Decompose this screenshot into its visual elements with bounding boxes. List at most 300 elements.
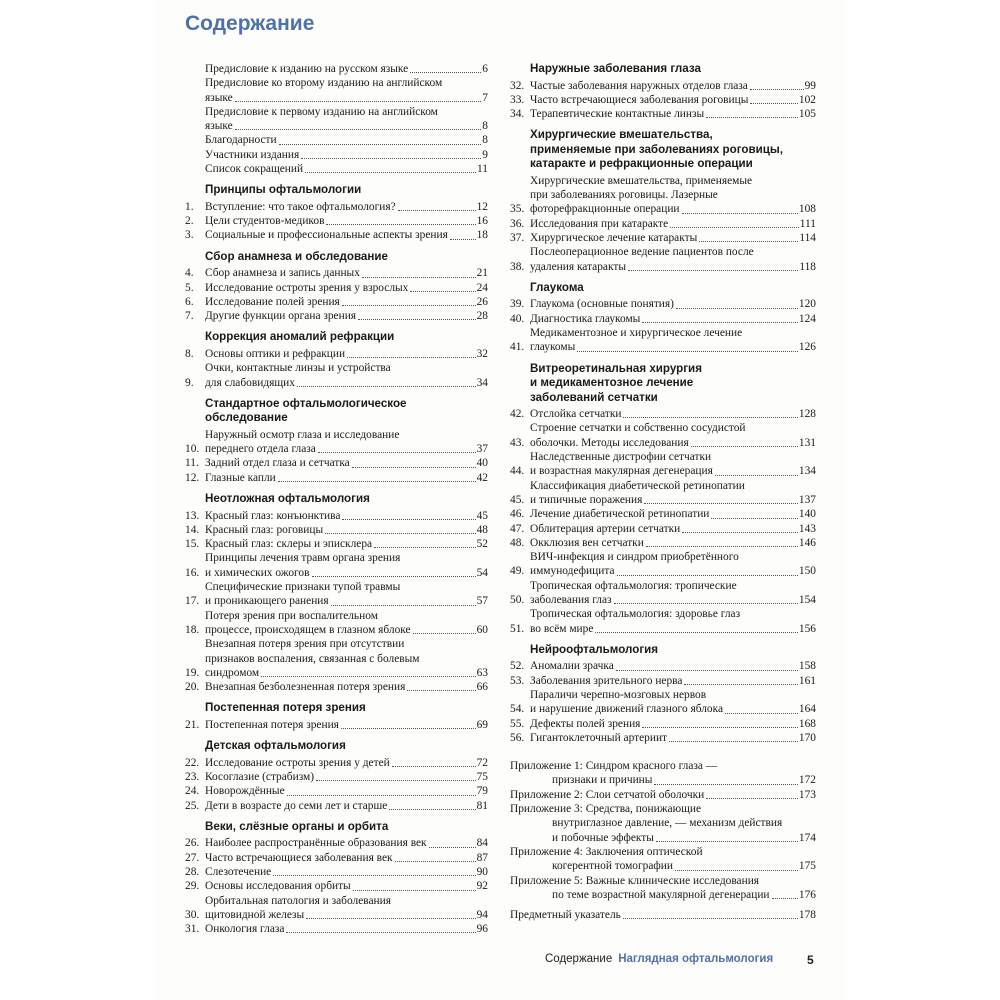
toc-entry[interactable] (185, 609, 488, 638)
toc-page-number: 173 (798, 788, 816, 801)
toc-entry[interactable] (185, 228, 488, 242)
dot-leader (305, 162, 476, 173)
toc-page-number: 164 (798, 703, 816, 716)
toc-entry-text: Часто встречающиеся заболевания роговицы (530, 93, 749, 106)
toc-entry-number: 35. (510, 203, 525, 216)
toc-entry-text: Исследование остроты зрения у детей (205, 756, 390, 769)
toc-entry-number: 36. (510, 217, 525, 230)
toc-page-number: 140 (798, 508, 816, 521)
toc-entry[interactable] (510, 674, 816, 688)
dot-leader (235, 119, 482, 130)
toc-entry[interactable] (510, 326, 816, 355)
toc-entry-number: 45. (510, 493, 525, 506)
toc-entry[interactable] (185, 580, 488, 609)
dot-leader (278, 471, 476, 482)
running-footer (545, 953, 773, 965)
section-heading (185, 820, 488, 835)
toc-entry-number: 4. (185, 267, 194, 280)
toc-entry-text: во всём мире (530, 622, 594, 635)
toc-entry[interactable] (510, 874, 816, 903)
toc-entry[interactable] (510, 759, 816, 788)
dot-leader (410, 62, 481, 73)
toc-entry-text: оболочки. Методы исследования (530, 436, 689, 449)
section-heading (185, 701, 488, 716)
toc-entry-number: 3. (185, 229, 194, 242)
toc-entry[interactable] (185, 756, 488, 770)
toc-entry-number: 49. (510, 565, 525, 578)
toc-entry-number: 56. (510, 731, 525, 744)
toc-entry-number: 25. (185, 799, 200, 812)
toc-page-number: 72 (476, 756, 488, 769)
dot-leader (616, 659, 798, 670)
dot-leader (287, 784, 476, 795)
dot-leader (715, 464, 798, 475)
toc-entry[interactable] (510, 421, 816, 450)
toc-entry-text: по теме возрастной макулярной дегенерации (552, 888, 770, 901)
toc-entry-text: Наследственные дистрофии сетчатки (530, 451, 712, 464)
section-heading (510, 128, 816, 172)
toc-entry[interactable] (185, 105, 488, 134)
toc-entry[interactable] (185, 680, 488, 694)
toc-entry[interactable] (185, 922, 488, 936)
toc-page-number: 120 (798, 298, 816, 311)
toc-entry-number: 9. (185, 376, 194, 389)
toc-page-number: 57 (476, 595, 488, 608)
toc-page-number: 105 (798, 108, 816, 121)
dot-leader (623, 908, 798, 919)
toc-page-number: 134 (798, 465, 816, 478)
toc-page-number: 108 (798, 203, 816, 216)
toc-entry-text: Внезапная безболезненная потеря зрения (205, 681, 406, 694)
toc-entry[interactable] (185, 428, 488, 457)
toc-entry-text: Глазные капли (205, 471, 276, 484)
dot-leader (410, 281, 475, 292)
toc-page-number: 96 (476, 923, 488, 936)
toc-entry-text: Очки, контактные линзы и устройства (205, 362, 391, 375)
toc-entry-number: 28. (185, 865, 200, 878)
toc-entry-text: Исследования при катаракте (530, 217, 669, 230)
toc-entry-text: Красный глаз: склеры и эписклера (205, 538, 373, 551)
toc-entry[interactable] (185, 214, 488, 228)
dot-leader (342, 295, 476, 306)
toc-entry[interactable] (510, 407, 816, 421)
toc-entry-number: 30. (185, 908, 200, 921)
toc-entry-number: 7. (185, 310, 194, 323)
toc-page-number: 175 (798, 860, 816, 873)
dot-leader (342, 509, 475, 520)
toc-entry-number: 54. (510, 703, 525, 716)
toc-page-number: 146 (798, 536, 816, 549)
toc-entry[interactable] (510, 245, 816, 274)
toc-entry-text: заболевания глаз (530, 594, 612, 607)
section-heading-line: Постепенная потеря зрения (205, 701, 366, 715)
toc-entry-text: и типичные поражения (530, 493, 643, 506)
toc-entry-text: Наиболее распространённые образования век (205, 837, 427, 850)
toc-entry[interactable] (510, 174, 816, 217)
toc-page-number: 137 (798, 493, 816, 506)
toc-entry-text: Хирургические вмешательства, применяемые (530, 174, 753, 187)
toc-page-number: 94 (476, 908, 488, 921)
toc-entry[interactable] (185, 266, 488, 280)
toc-entry-number: 55. (510, 717, 525, 730)
toc-entry[interactable] (185, 456, 488, 470)
toc-entry-number: 1. (185, 200, 194, 213)
dot-leader (347, 347, 476, 358)
dot-leader (682, 202, 798, 213)
toc-entry[interactable] (510, 79, 816, 93)
toc-entry-number: 26. (185, 837, 200, 850)
section-heading-line: Наружные заболевания глаза (530, 62, 701, 75)
toc-entry-text: Участники издания (205, 148, 300, 161)
toc-page-number: 178 (798, 909, 816, 922)
dot-leader (353, 879, 476, 890)
toc-entry-text: Новорождённые (205, 785, 285, 798)
toc-entry[interactable] (185, 133, 488, 147)
toc-entry[interactable] (185, 200, 488, 214)
toc-entry-text: Медикаментозное и хирургическое лечение (530, 327, 743, 340)
section-heading (510, 281, 816, 296)
toc-entry[interactable] (510, 908, 816, 922)
toc-entry[interactable] (185, 76, 488, 105)
dot-leader (646, 536, 798, 547)
toc-entry-text: и химических ожогов (205, 566, 310, 579)
toc-entry[interactable] (185, 281, 488, 295)
toc-entry-number: 27. (185, 851, 200, 864)
section-heading-line: Детская офтальмология (205, 739, 346, 753)
toc-page-number: 84 (476, 837, 488, 850)
toc-entry-text: Лечение диабетической ретинопатии (530, 508, 710, 521)
toc-entry[interactable] (185, 784, 488, 798)
section-heading-line: Принципы офтальмологии (205, 183, 362, 197)
toc-entry[interactable] (185, 551, 488, 580)
toc-entry-text: Предисловие к первому изданию на английском (205, 105, 438, 118)
toc-entry[interactable] (185, 471, 488, 485)
toc-page-number: 11 (477, 163, 488, 176)
toc-entry-text: для слабовидящих (205, 376, 295, 389)
toc-entry[interactable] (185, 523, 488, 537)
toc-entry[interactable] (510, 688, 816, 717)
toc-entry[interactable] (185, 851, 488, 865)
toc-entry-text: Строение сетчатки и собственно сосудистой (530, 422, 746, 435)
toc-entry-text: Вступление: что такое офтальмология? (205, 200, 396, 213)
dot-leader (297, 376, 476, 387)
toc-page-number: 40 (476, 457, 488, 470)
dot-leader (374, 537, 476, 548)
section-heading (185, 330, 488, 345)
toc-entry-number: 37. (510, 232, 525, 245)
section-heading-line: Стандартное офтальмологическое (205, 396, 407, 410)
dot-leader (235, 91, 482, 102)
dot-leader (279, 133, 482, 144)
dot-leader (326, 214, 475, 225)
toc-entry[interactable] (510, 231, 816, 245)
toc-page-number: 79 (476, 785, 488, 798)
toc-entry[interactable] (510, 217, 816, 231)
toc-entry-text: признаков воспаления, связанная с болевым (205, 652, 420, 665)
toc-entry-text: Цели студентов-медиков (205, 215, 325, 228)
toc-page-number: 158 (798, 660, 816, 673)
toc-entry-number: 31. (185, 923, 200, 936)
dot-leader (750, 93, 798, 104)
toc-entry[interactable] (185, 162, 488, 176)
toc-entry-number: 44. (510, 465, 525, 478)
dot-leader (750, 79, 804, 90)
toc-entry-text: Наружный осмотр глаза и исследование (205, 428, 400, 441)
dot-leader (670, 217, 799, 228)
toc-entry[interactable] (510, 450, 816, 479)
dot-leader (395, 851, 476, 862)
toc-entry-text: Послеоперационное ведение пациентов после (530, 246, 754, 259)
toc-entry-text: когерентной томографии (552, 860, 673, 873)
toc-entry[interactable] (510, 550, 816, 579)
toc-entry-text: Заболевания зрительного нерва (530, 674, 683, 687)
toc-entry-text: признаки и причины (552, 774, 653, 787)
dot-leader (595, 622, 798, 633)
toc-entry[interactable] (510, 93, 816, 107)
toc-entry[interactable] (185, 62, 488, 76)
toc-page-number: 161 (798, 674, 816, 687)
toc-entry[interactable] (510, 479, 816, 508)
toc-entry-text: щитовидной железы (205, 908, 305, 921)
toc-entry[interactable] (510, 312, 816, 326)
toc-entry-number: 47. (510, 522, 525, 535)
toc-entry[interactable] (510, 717, 816, 731)
section-heading-line: Сбор анамнеза и обследование (205, 249, 388, 263)
toc-page-number: 174 (798, 831, 816, 844)
toc-entry-text: Исследование полей зрения (205, 295, 340, 308)
toc-entry-text: Красный глаз: роговицы (205, 523, 324, 536)
toc-page-number: 69 (476, 718, 488, 731)
toc-entry-number: 22. (185, 756, 200, 769)
toc-entry-text: Орбитальная патология и заболевания (205, 894, 391, 907)
dot-leader (699, 231, 798, 242)
dot-leader (623, 407, 797, 418)
section-heading-line: Хирургические вмешательства, (530, 128, 713, 142)
toc-entry-number: 17. (185, 595, 200, 608)
section-heading (185, 397, 488, 426)
section-heading (185, 739, 488, 754)
toc-entry-number: 51. (510, 622, 525, 635)
toc-page-number: 131 (798, 436, 816, 449)
toc-page-number: 45 (476, 509, 488, 522)
toc-entry-text: Глаукома (основные понятия) (530, 298, 674, 311)
toc-entry-number: 42. (510, 408, 525, 421)
toc-entry-number: 39. (510, 298, 525, 311)
toc-entry[interactable] (185, 770, 488, 784)
toc-page-number: 99 (804, 79, 816, 92)
dot-leader (358, 309, 476, 320)
dot-leader (711, 507, 798, 518)
toc-page-number: 118 (799, 260, 816, 273)
dot-leader (352, 456, 476, 467)
toc-entry-text: Приложение 2: Слои сетчатой оболочки (510, 788, 705, 801)
toc-entry-text: глаукомы (530, 341, 576, 354)
toc-entry[interactable] (185, 836, 488, 850)
toc-entry-text: Предисловие ко второму изданию на английском (205, 77, 443, 90)
toc-entry-text: Потеря зрения при воспалительном (205, 609, 378, 622)
toc-entry-text: Хирургическое лечение катаракты (530, 232, 698, 245)
toc-left-column (185, 62, 488, 936)
toc-entry-number: 6. (185, 295, 194, 308)
toc-entry-text: Красный глаз: конъюнктива (205, 509, 341, 522)
section-heading-line: Веки, слёзные органы и орбита (205, 819, 389, 833)
toc-page-number: 81 (476, 799, 488, 812)
toc-entry-text: Косоглазие (страбизм) (205, 770, 315, 783)
toc-entry[interactable] (510, 731, 816, 745)
toc-entry-text: Слезотечение (205, 865, 272, 878)
dot-leader (286, 922, 475, 933)
toc-page-number: 126 (798, 341, 816, 354)
toc-entry-text: Список сокращений (205, 163, 304, 176)
toc-entry-number: 8. (185, 347, 194, 360)
dot-leader (341, 718, 476, 729)
dot-leader (656, 831, 798, 842)
toc-entry[interactable] (185, 879, 488, 893)
toc-page-number: 63 (476, 666, 488, 679)
section-heading-line: обследование (205, 411, 288, 425)
toc-entry-text: Тропическая офтальмология: тропические (530, 579, 737, 592)
toc-entry-number: 38. (510, 260, 525, 273)
toc-entry-number: 16. (185, 566, 200, 579)
toc-entry-text: и побочные эффекты (552, 831, 654, 844)
toc-page-number: 176 (798, 888, 816, 901)
toc-entry-number: 14. (185, 523, 200, 536)
toc-entry[interactable] (185, 361, 488, 390)
toc-entry-text: Терапевтические контактные линзы (530, 108, 705, 121)
toc-entry-number: 46. (510, 508, 525, 521)
toc-page-number: 37 (476, 443, 488, 456)
dot-leader (676, 297, 798, 308)
toc-entry[interactable] (185, 537, 488, 551)
footer-section: Содержание (545, 953, 613, 965)
dot-leader (261, 666, 475, 677)
toc-entry[interactable] (510, 607, 816, 636)
toc-entry[interactable] (185, 718, 488, 732)
dot-leader (614, 593, 798, 604)
toc-entry[interactable] (185, 347, 488, 361)
dot-leader (312, 566, 476, 577)
toc-page-number: 9 (482, 148, 488, 161)
dot-leader (318, 442, 476, 453)
dot-leader (316, 770, 476, 781)
dot-leader (325, 523, 475, 534)
toc-page-number: 156 (798, 622, 816, 635)
dot-leader (389, 799, 475, 810)
toc-entry-text: Приложение 4: Заключения оптической (510, 845, 703, 858)
dot-leader (398, 200, 476, 211)
toc-entry[interactable] (510, 845, 816, 874)
toc-entry-text: Основы оптики и рефракции (205, 347, 346, 360)
section-heading-line: катаракте и рефракционные операции (530, 157, 753, 171)
toc-entry[interactable] (185, 295, 488, 309)
toc-entry-text: Социальные и профессиональные аспекты зрения (205, 229, 448, 242)
dot-leader (617, 564, 798, 575)
toc-entry[interactable] (510, 522, 816, 536)
toc-page-number: 102 (798, 93, 816, 106)
toc-page-number: 90 (476, 865, 488, 878)
toc-entry-text: при заболеваниях роговицы. Лазерные (530, 189, 718, 202)
toc-page-number: 60 (476, 623, 488, 636)
toc-entry[interactable] (185, 637, 488, 680)
section-heading-line: и медикаментозное лечение (530, 376, 694, 390)
dot-leader (392, 756, 476, 767)
toc-entry-text: Постепенная потеря зрения (205, 718, 339, 731)
toc-entry-number: 32. (510, 79, 525, 92)
toc-entry[interactable] (510, 579, 816, 608)
toc-page-number: 52 (476, 538, 488, 551)
toc-entry-text: и нарушение движений глазного яблока (530, 703, 724, 716)
toc-entry-number: 34. (510, 108, 525, 121)
toc-entry-number: 10. (185, 443, 200, 456)
toc-entry[interactable] (510, 659, 816, 673)
toc-entry[interactable] (510, 802, 816, 845)
toc-entry[interactable] (185, 894, 488, 923)
toc-entry-number: 20. (185, 681, 200, 694)
dot-leader (407, 680, 475, 691)
toc-entry-number: 33. (510, 93, 525, 106)
toc-entry-text: Облитерация артерии сетчатки (530, 522, 681, 535)
toc-page-number: 42 (476, 471, 488, 484)
dot-leader (772, 888, 798, 899)
section-heading (510, 62, 816, 77)
toc-entry-text: Приложение 3: Средства, понижающие (510, 803, 702, 816)
toc-entry-text: Другие функции органа зрения (205, 310, 357, 323)
dot-leader (644, 493, 798, 504)
dot-leader (669, 731, 798, 742)
toc-entry-text: Благодарности (205, 134, 277, 147)
toc-page-number: 54 (476, 566, 488, 579)
toc-entry[interactable] (510, 107, 816, 121)
toc-entry[interactable] (510, 536, 816, 550)
toc-page-number: 87 (476, 851, 488, 864)
toc-page-number: 143 (798, 522, 816, 535)
dot-leader (450, 228, 476, 239)
toc-page-number: 8 (482, 134, 488, 147)
toc-entry-number: 50. (510, 594, 525, 607)
toc-page-number: 26 (476, 295, 488, 308)
toc-entry[interactable] (185, 148, 488, 162)
dot-leader (675, 859, 798, 870)
dot-leader (306, 908, 475, 919)
dot-leader (331, 594, 476, 605)
toc-entry-text: Гигантоклеточный артериит (530, 731, 668, 744)
dot-leader (362, 266, 476, 277)
toc-entry[interactable] (185, 865, 488, 879)
toc-entry[interactable] (510, 788, 816, 802)
toc-entry[interactable] (185, 799, 488, 813)
toc-entry-text: иммунодефицита (530, 565, 615, 578)
toc-entry-text: Классификация диабетической ретинопатии (530, 479, 745, 492)
toc-entry[interactable] (510, 507, 816, 521)
toc-entry-number: 53. (510, 674, 525, 687)
toc-page-number: 150 (798, 565, 816, 578)
toc-entry-text: и возрастная макулярная дегенерация (530, 465, 713, 478)
toc-entry[interactable] (510, 297, 816, 311)
toc-page-number: 128 (798, 408, 816, 421)
toc-entry[interactable] (185, 509, 488, 523)
toc-entry-number: 29. (185, 880, 200, 893)
toc-page-number: 8 (482, 120, 488, 133)
toc-entry-text: Задний отдел глаза и сетчатка (205, 457, 350, 470)
toc-entry-text: языке (205, 120, 233, 133)
dot-leader (642, 312, 798, 323)
footer-book-title: Наглядная офтальмология (618, 953, 774, 965)
toc-entry[interactable] (185, 309, 488, 323)
dot-leader (642, 717, 797, 728)
toc-entry-text: Окклюзия вен сетчатки (530, 536, 644, 549)
toc-entry-text: Аномалии зрачка (530, 660, 614, 673)
toc-entry-number: 52. (510, 660, 525, 673)
